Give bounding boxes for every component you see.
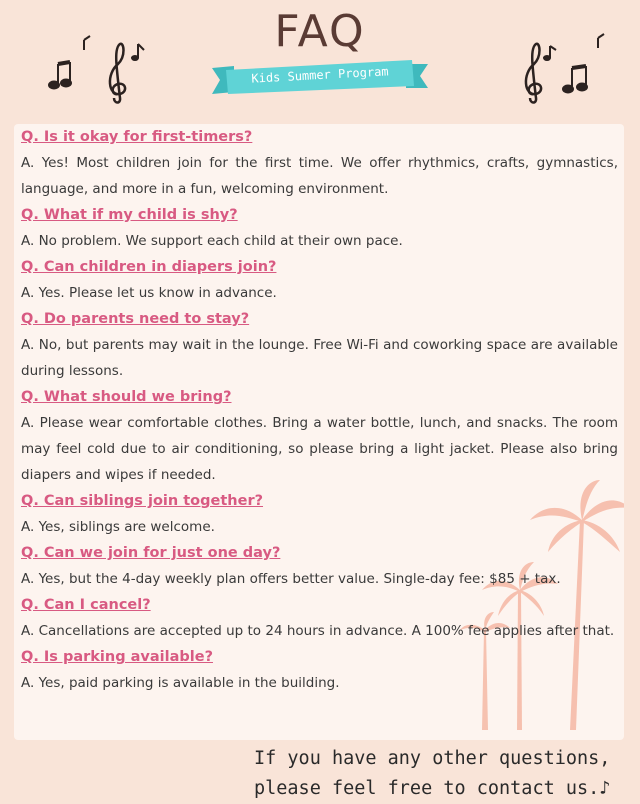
faq-answer: A. Yes. Please let us know in advance. <box>21 285 277 301</box>
faq-answer: A. No, but parents may wait in the lounge. Free Wi-Fi and coworking space are available during lessons. <box>21 337 618 379</box>
contact-line-1: If you have any other questions, <box>254 748 611 769</box>
faq-item <box>21 488 618 540</box>
faq-panel <box>14 124 624 740</box>
faq-answer: A. Yes! Most children join for the first time. We offer rhythmics, crafts, gymnastics, language, and more in a fun, welcoming environment. <box>21 155 618 197</box>
faq-question[interactable]: Q. Is parking available? <box>21 649 213 665</box>
ribbon-label: Kids Summer Program <box>251 64 389 86</box>
faq-question[interactable]: Q. What should we bring? <box>21 389 232 405</box>
faq-item <box>21 202 618 254</box>
faq-list <box>14 124 624 696</box>
music-notes-icon <box>40 34 150 104</box>
faq-answer: A. Cancellations are accepted up to 24 hours in advance. A 100% fee applies after that. <box>21 623 615 639</box>
faq-item <box>21 124 618 202</box>
faq-item <box>21 644 618 696</box>
faq-question[interactable]: Q. Can siblings join together? <box>21 493 264 509</box>
faq-item <box>21 540 618 592</box>
treble-clef-icon <box>508 32 618 106</box>
faq-answer: A. Yes, paid parking is available in the building. <box>21 675 340 691</box>
faq-answer: A. No problem. We support each child at their own pace. <box>21 233 403 249</box>
faq-question[interactable]: Q. What if my child is shy? <box>21 207 238 223</box>
faq-item <box>21 592 618 644</box>
faq-question[interactable]: Q. Do parents need to stay? <box>21 311 250 327</box>
contact-line-2: please feel free to contact us.♪ <box>254 778 611 799</box>
faq-item <box>21 306 618 384</box>
faq-question[interactable]: Q. Can I cancel? <box>21 597 151 613</box>
faq-item <box>21 254 618 306</box>
faq-answer: A. Yes, but the 4-day weekly plan offers better value. Single-day fee: $85 + tax. <box>21 571 561 587</box>
faq-question[interactable]: Q. Is it okay for first-timers? <box>21 129 253 145</box>
page-title: FAQ <box>274 6 366 57</box>
ribbon-banner <box>212 58 428 96</box>
contact-note <box>254 744 634 804</box>
faq-answer: A. Please wear comfortable clothes. Bring a water bottle, lunch, and snacks. The room may feel cold due to air conditioning, so please bring a light jacket. Please also bring diapers and wipes if needed. <box>21 415 618 483</box>
faq-item <box>21 384 618 488</box>
faq-question[interactable]: Q. Can children in diapers join? <box>21 259 277 275</box>
faq-answer: A. Yes, siblings are welcome. <box>21 519 215 535</box>
faq-question[interactable]: Q. Can we join for just one day? <box>21 545 281 561</box>
